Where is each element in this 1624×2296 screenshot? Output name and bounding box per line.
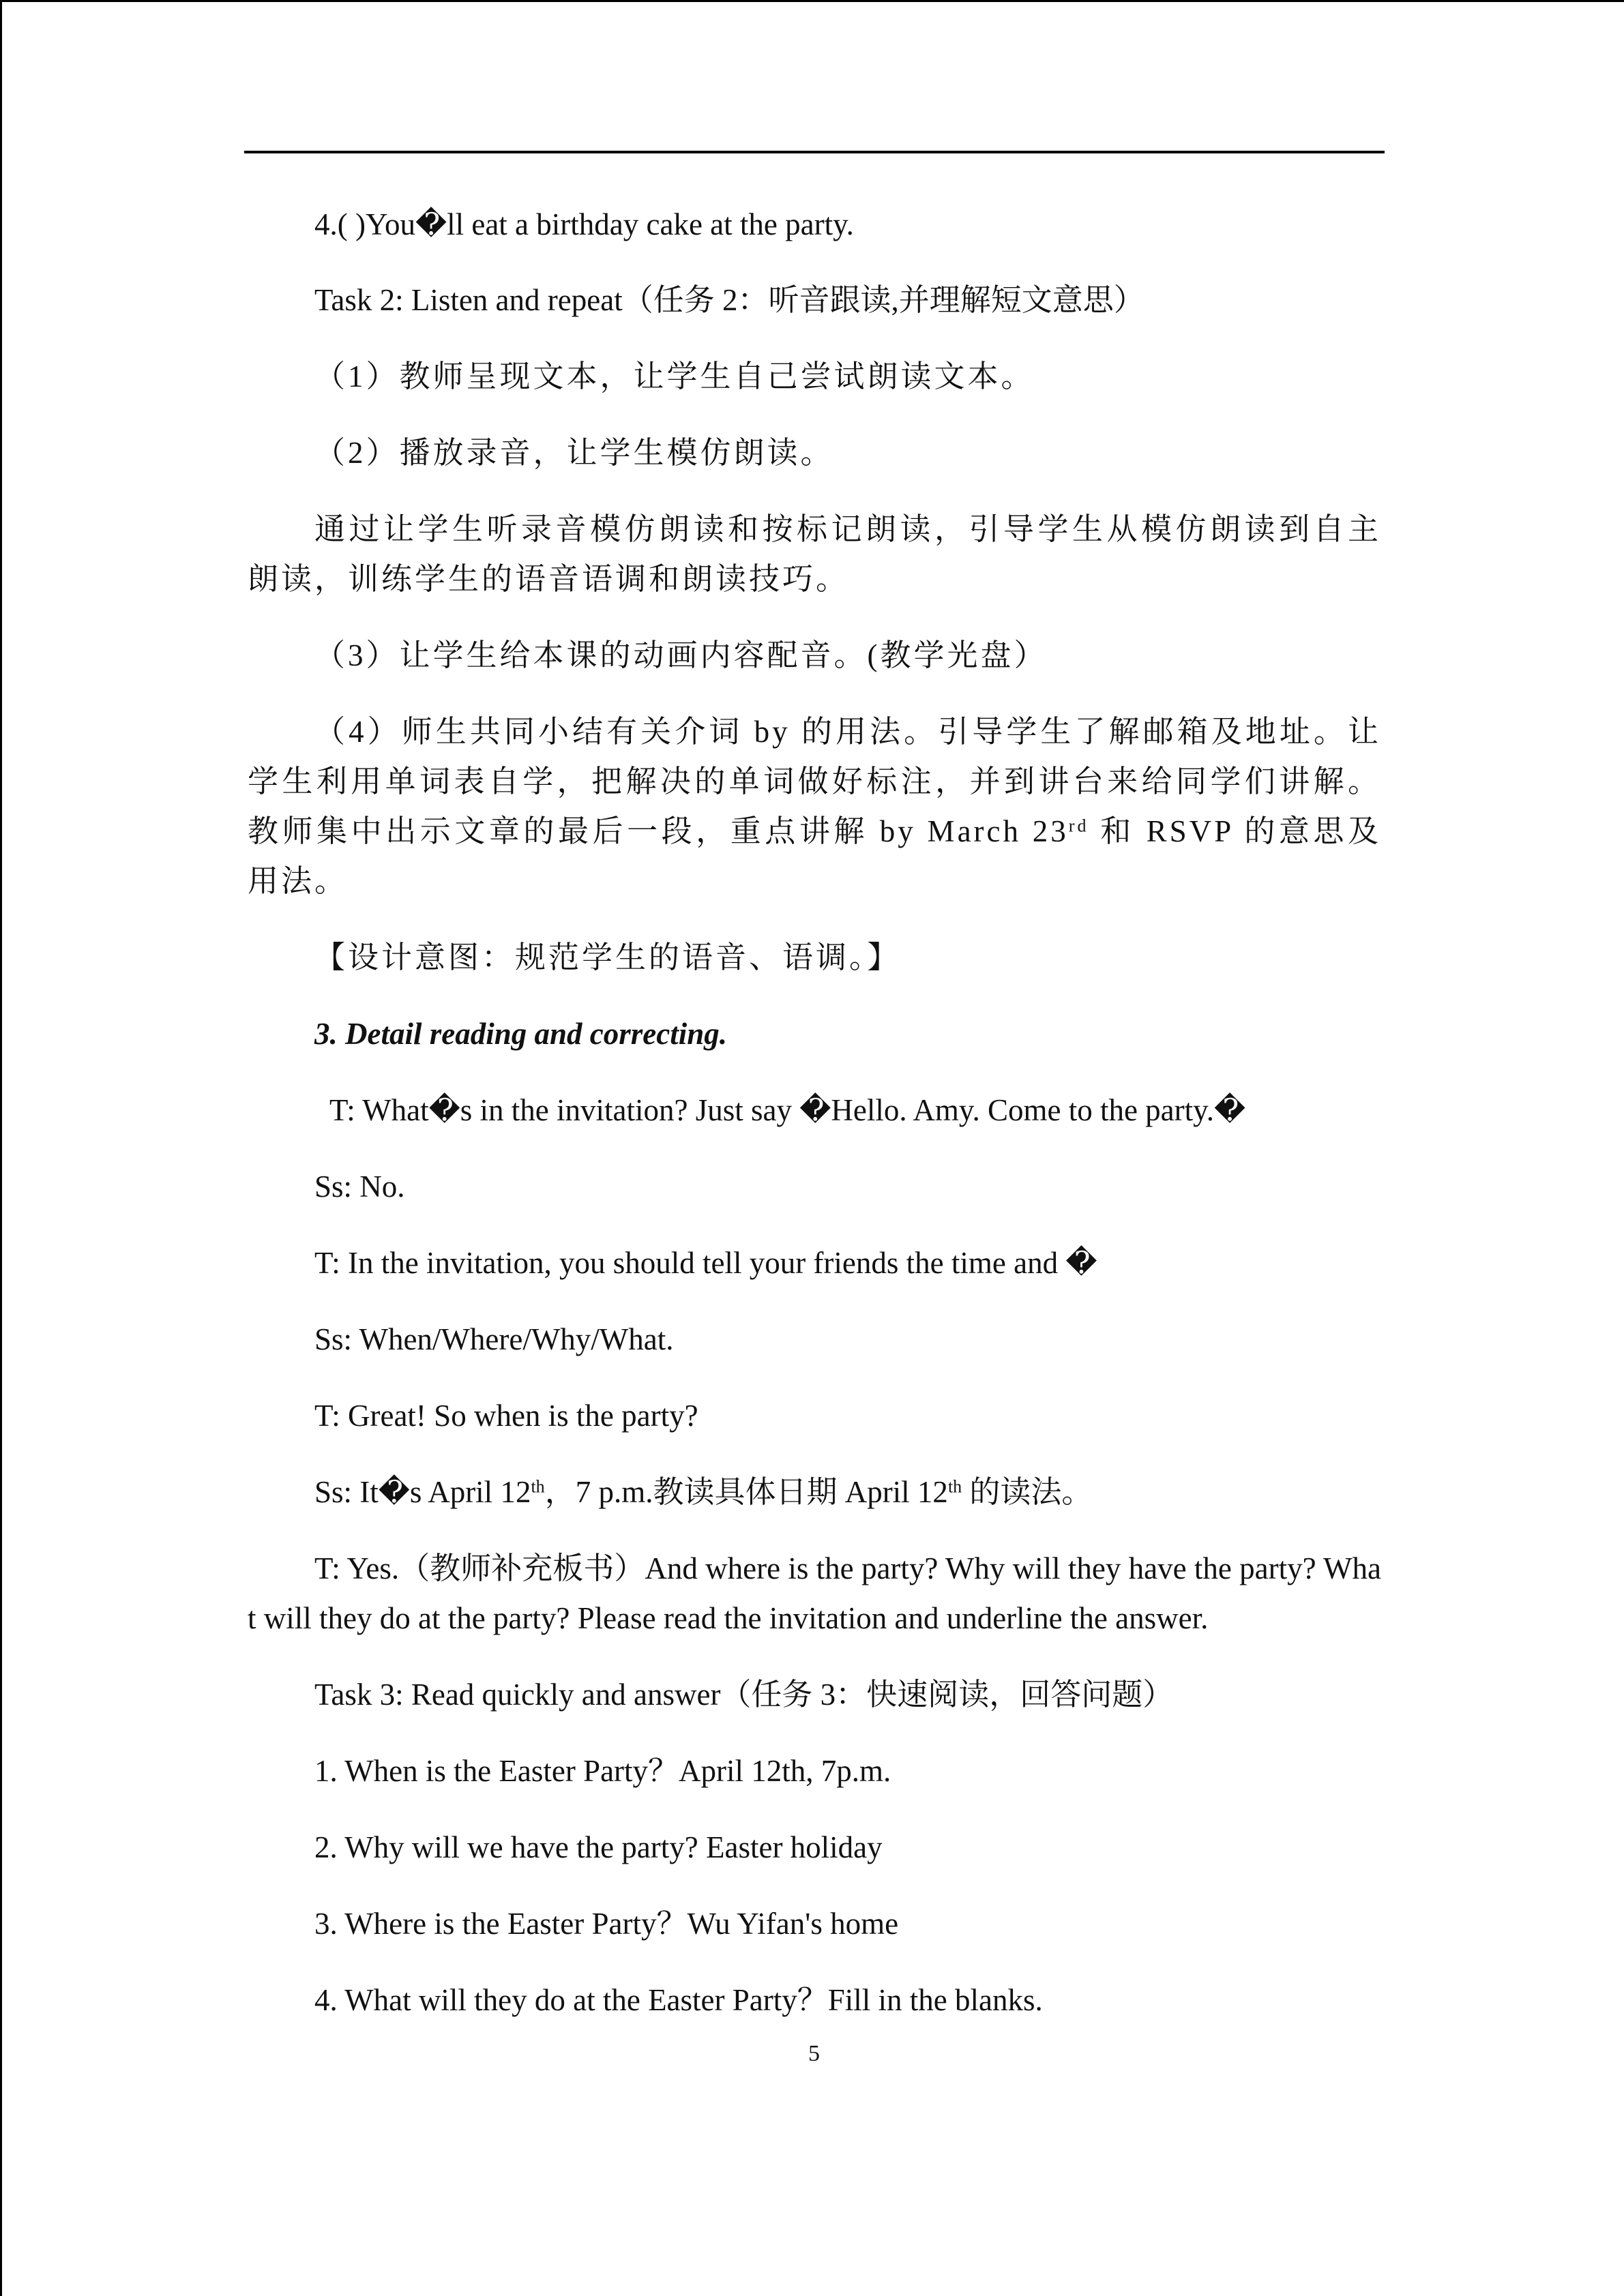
dialogue-students-3-text: Ss: It�s April 12 bbox=[314, 1475, 531, 1509]
dialogue-teacher-1: T: What�s in the invitation? Just say �Hello. Amy. Come to the party.� bbox=[329, 1093, 1246, 1127]
step-4-text-end: 和 RSVP 的意思及用法。 bbox=[248, 814, 1381, 898]
header-rule bbox=[244, 151, 1385, 153]
section-3-title: 3. Detail reading and correcting. bbox=[314, 1017, 727, 1051]
page-content bbox=[248, 200, 1381, 2052]
ordinal-suffix: th bbox=[947, 1476, 962, 1497]
task2-heading: Task 2: Listen and repeat（任务 2：听音跟读,并理解短文意思） bbox=[314, 283, 1145, 317]
dialogue-teacher-4: T: Yes.（教师补充板书）And where is the party? Why will they have the party? What will they do at the party? Please read the invitation and underline the answer. bbox=[248, 1551, 1381, 1635]
imitation-paragraph: 通过让学生听录音模仿朗读和按标记朗读，引导学生从模仿朗读到自主朗读，训练学生的语音语调和朗读技巧。 bbox=[248, 512, 1381, 596]
step-2: （2）播放录音，让学生模仿朗读。 bbox=[314, 436, 834, 470]
page-number: 5 bbox=[808, 2041, 820, 2066]
step-3: （3）让学生给本课的动画内容配音。(教学光盘） bbox=[314, 638, 1048, 672]
step-1: （1）教师呈现文本，让学生自己尝试朗读文本。 bbox=[314, 359, 1035, 393]
dialogue-students-2: Ss: When/Where/Why/What. bbox=[314, 1322, 674, 1356]
dialogue-students-3 bbox=[248, 1467, 1381, 1517]
dialogue-teacher-2: T: In the invitation, you should tell your friends the time and � bbox=[314, 1246, 1097, 1280]
design-intent: 【设计意图：规范学生的语音、语调。】 bbox=[314, 940, 901, 974]
question-2: 2. Why will we have the party? Easter holiday bbox=[314, 1830, 883, 1864]
exercise-item-4: 4.( )You�ll eat a birthday cake at the party. bbox=[314, 207, 854, 241]
question-1: 1. When is the Easter Party？April 12th, 7p.m. bbox=[314, 1754, 891, 1788]
dialogue-students-3-text-end: 的读法。 bbox=[962, 1475, 1093, 1509]
dialogue-students-3-text-mid: ，7 p.m.教读具体日期 April 12 bbox=[544, 1475, 948, 1509]
task3-heading: Task 3: Read quickly and answer（任务 3：快速阅读，回答问题） bbox=[314, 1678, 1174, 1712]
step-4 bbox=[248, 707, 1381, 906]
question-4: 4. What will they do at the Easter Party？Fill in the blanks. bbox=[314, 1983, 1043, 2017]
step-4-text: （4）师生共同小结有关介词 by 的用法。引导学生了解邮箱及地址。让学生利用单词表自学，把解决的单词做好标注，并到讲台来给同学们讲解。教师集中出示文章的最后一段，重点讲解 by March 23 bbox=[248, 715, 1381, 848]
dialogue-teacher-3: T: Great! So when is the party? bbox=[314, 1399, 698, 1433]
dialogue-students-1: Ss: No. bbox=[314, 1169, 405, 1204]
ordinal-suffix: th bbox=[531, 1476, 545, 1497]
question-3: 3. Where is the Easter Party？Wu Yifan's home bbox=[314, 1907, 899, 1941]
ordinal-suffix: rd bbox=[1068, 816, 1089, 836]
